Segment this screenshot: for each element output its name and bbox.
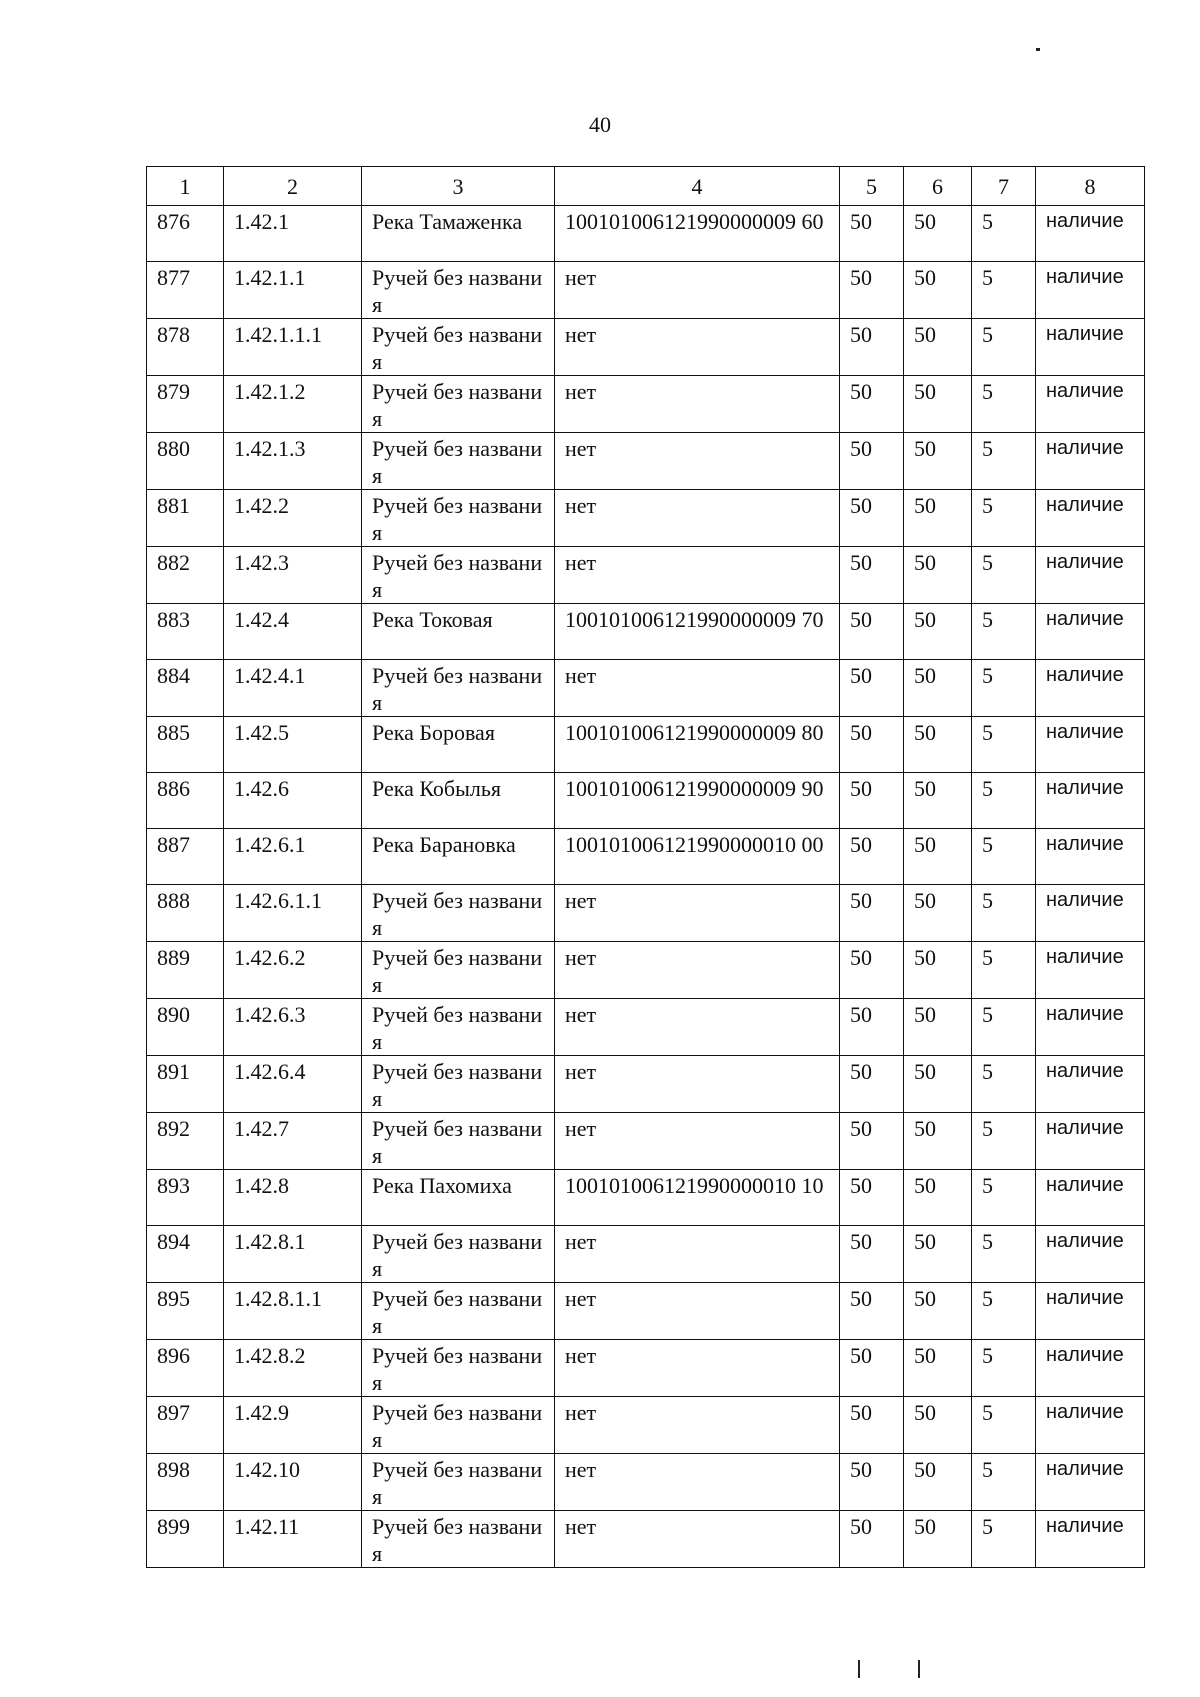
table-row (147, 773, 1145, 829)
table-cell-col-4: нет (555, 1113, 840, 1170)
table-cell-col-1: 892 (147, 1113, 224, 1170)
table-cell-col-5: 50 (840, 1454, 904, 1511)
table-cell-col-3: Ручей без названия (362, 262, 555, 319)
table-cell-col-6: 50 (904, 490, 972, 547)
table-cell-col-7: 5 (972, 1340, 1036, 1397)
table-cell-col-2: 1.42.8.1.1 (224, 1283, 362, 1340)
table-cell-col-2: 1.42.8.1 (224, 1226, 362, 1283)
table-cell-col-7: 5 (972, 376, 1036, 433)
table-cell-col-2: 1.42.6.4 (224, 1056, 362, 1113)
table-cell-col-1: 883 (147, 604, 224, 660)
table-row (147, 1283, 1145, 1340)
table-cell-col-5: 50 (840, 1113, 904, 1170)
table-cell-col-6: 50 (904, 1226, 972, 1283)
table-cell-col-5: 50 (840, 1511, 904, 1568)
data-table (146, 166, 1145, 1568)
table-cell-col-1: 888 (147, 885, 224, 942)
table-cell-col-2: 1.42.6.1.1 (224, 885, 362, 942)
table-cell-col-2: 1.42.1.1.1 (224, 319, 362, 376)
table-cell-col-1: 886 (147, 773, 224, 829)
table-body (147, 206, 1145, 1568)
table-cell-col-5: 50 (840, 999, 904, 1056)
table-cell-col-7: 5 (972, 433, 1036, 490)
table-cell-col-5: 50 (840, 717, 904, 773)
table-cell-col-7: 5 (972, 773, 1036, 829)
table-cell-col-2: 1.42.1.3 (224, 433, 362, 490)
column-header-5: 5 (840, 167, 904, 206)
table-cell-col-5: 50 (840, 1340, 904, 1397)
table-cell-col-4: 100101006121990000010 00 (555, 829, 840, 885)
table-cell-col-6: 50 (904, 376, 972, 433)
table-cell-col-3: Ручей без названия (362, 1511, 555, 1568)
table-cell-col-4: нет (555, 376, 840, 433)
table-row (147, 262, 1145, 319)
table-row (147, 829, 1145, 885)
table-cell-col-5: 50 (840, 206, 904, 262)
table-cell-col-5: 50 (840, 829, 904, 885)
table-cell-col-8: наличие (1036, 942, 1145, 999)
table-cell-col-4: нет (555, 1454, 840, 1511)
table-cell-col-5: 50 (840, 490, 904, 547)
table-cell-col-6: 50 (904, 942, 972, 999)
table-cell-col-4: 100101006121990000009 60 (555, 206, 840, 262)
table-cell-col-8: наличие (1036, 604, 1145, 660)
table-cell-col-1: 889 (147, 942, 224, 999)
column-header-3: 3 (362, 167, 555, 206)
table-cell-col-3: Река Пахомиха (362, 1170, 555, 1226)
table-cell-col-7: 5 (972, 999, 1036, 1056)
table-cell-col-6: 50 (904, 999, 972, 1056)
table-cell-col-2: 1.42.6.3 (224, 999, 362, 1056)
table-cell-col-8: наличие (1036, 490, 1145, 547)
table-cell-col-2: 1.42.1.1 (224, 262, 362, 319)
table-cell-col-2: 1.42.4.1 (224, 660, 362, 717)
table-cell-col-2: 1.42.4 (224, 604, 362, 660)
table-cell-col-3: Ручей без названия (362, 1340, 555, 1397)
table-cell-col-5: 50 (840, 604, 904, 660)
table-cell-col-1: 885 (147, 717, 224, 773)
scan-mark-top (1036, 48, 1040, 51)
table-row (147, 319, 1145, 376)
table-cell-col-5: 50 (840, 547, 904, 604)
column-header-8: 8 (1036, 167, 1145, 206)
scan-mark-bottom-left (858, 1660, 860, 1678)
table-cell-col-3: Ручей без названия (362, 999, 555, 1056)
table-cell-col-4: нет (555, 1226, 840, 1283)
table-cell-col-7: 5 (972, 547, 1036, 604)
table-cell-col-4: 100101006121990000009 70 (555, 604, 840, 660)
table-cell-col-7: 5 (972, 1454, 1036, 1511)
table-cell-col-5: 50 (840, 885, 904, 942)
table-cell-col-6: 50 (904, 1056, 972, 1113)
table-cell-col-8: наличие (1036, 262, 1145, 319)
table-cell-col-8: наличие (1036, 1056, 1145, 1113)
table-cell-col-6: 50 (904, 1454, 972, 1511)
table-cell-col-2: 1.42.3 (224, 547, 362, 604)
table-row (147, 999, 1145, 1056)
table-cell-col-8: наличие (1036, 1283, 1145, 1340)
table-cell-col-7: 5 (972, 604, 1036, 660)
table-cell-col-8: наличие (1036, 1170, 1145, 1226)
table-cell-col-3: Ручей без названия (362, 1056, 555, 1113)
table-cell-col-4: нет (555, 433, 840, 490)
table-row (147, 660, 1145, 717)
table-cell-col-6: 50 (904, 1170, 972, 1226)
table-cell-col-8: наличие (1036, 1340, 1145, 1397)
table-cell-col-4: 100101006121990000009 80 (555, 717, 840, 773)
table-cell-col-1: 879 (147, 376, 224, 433)
table-cell-col-7: 5 (972, 1226, 1036, 1283)
table-row (147, 1340, 1145, 1397)
table-cell-col-8: наличие (1036, 885, 1145, 942)
table-cell-col-3: Ручей без названия (362, 319, 555, 376)
table-cell-col-3: Ручей без названия (362, 1226, 555, 1283)
table-cell-col-6: 50 (904, 262, 972, 319)
table-cell-col-8: наличие (1036, 433, 1145, 490)
table-cell-col-1: 899 (147, 1511, 224, 1568)
table-cell-col-8: наличие (1036, 1511, 1145, 1568)
table-cell-col-5: 50 (840, 262, 904, 319)
table-row (147, 1113, 1145, 1170)
table-cell-col-8: наличие (1036, 1397, 1145, 1454)
table-cell-col-2: 1.42.1 (224, 206, 362, 262)
table-cell-col-4: нет (555, 490, 840, 547)
table-cell-col-4: 100101006121990000010 10 (555, 1170, 840, 1226)
table-cell-col-6: 50 (904, 547, 972, 604)
table-cell-col-6: 50 (904, 1511, 972, 1568)
table-cell-col-6: 50 (904, 660, 972, 717)
table-cell-col-7: 5 (972, 1113, 1036, 1170)
table-row (147, 1226, 1145, 1283)
table-cell-col-4: нет (555, 1397, 840, 1454)
table-cell-col-8: наличие (1036, 999, 1145, 1056)
table-row (147, 1454, 1145, 1511)
table-cell-col-4: нет (555, 1340, 840, 1397)
table-cell-col-1: 877 (147, 262, 224, 319)
table-cell-col-5: 50 (840, 319, 904, 376)
table-cell-col-4: нет (555, 1283, 840, 1340)
table-cell-col-2: 1.42.8.2 (224, 1340, 362, 1397)
table-cell-col-2: 1.42.5 (224, 717, 362, 773)
table-row (147, 433, 1145, 490)
table-cell-col-1: 880 (147, 433, 224, 490)
table-row (147, 604, 1145, 660)
table-row (147, 1511, 1145, 1568)
table-cell-col-2: 1.42.6.1 (224, 829, 362, 885)
table-cell-col-1: 891 (147, 1056, 224, 1113)
table-cell-col-8: наличие (1036, 773, 1145, 829)
table-cell-col-7: 5 (972, 942, 1036, 999)
table-cell-col-1: 895 (147, 1283, 224, 1340)
table-cell-col-3: Река Тамаженка (362, 206, 555, 262)
table-cell-col-1: 896 (147, 1340, 224, 1397)
table-cell-col-8: наличие (1036, 660, 1145, 717)
table-cell-col-2: 1.42.11 (224, 1511, 362, 1568)
table-row (147, 490, 1145, 547)
table-row (147, 206, 1145, 262)
table-cell-col-2: 1.42.9 (224, 1397, 362, 1454)
table-cell-col-5: 50 (840, 942, 904, 999)
table-cell-col-3: Ручей без названия (362, 885, 555, 942)
table-cell-col-4: нет (555, 660, 840, 717)
table-cell-col-4: нет (555, 942, 840, 999)
table-cell-col-7: 5 (972, 490, 1036, 547)
table-cell-col-1: 897 (147, 1397, 224, 1454)
table-cell-col-1: 882 (147, 547, 224, 604)
table-cell-col-4: нет (555, 885, 840, 942)
scan-mark-bottom-right (918, 1660, 920, 1678)
table-cell-col-5: 50 (840, 1056, 904, 1113)
table-cell-col-4: 100101006121990000009 90 (555, 773, 840, 829)
table-cell-col-7: 5 (972, 1511, 1036, 1568)
table-cell-col-3: Ручей без названия (362, 660, 555, 717)
table-cell-col-3: Ручей без названия (362, 1397, 555, 1454)
table-cell-col-5: 50 (840, 773, 904, 829)
table-cell-col-3: Ручей без названия (362, 376, 555, 433)
table-cell-col-4: нет (555, 1511, 840, 1568)
column-header-7: 7 (972, 167, 1036, 206)
table-cell-col-4: нет (555, 319, 840, 376)
table-cell-col-6: 50 (904, 206, 972, 262)
column-header-6: 6 (904, 167, 972, 206)
table-cell-col-6: 50 (904, 773, 972, 829)
table-cell-col-2: 1.42.6 (224, 773, 362, 829)
table-cell-col-6: 50 (904, 1113, 972, 1170)
table-cell-col-4: нет (555, 999, 840, 1056)
table-cell-col-1: 884 (147, 660, 224, 717)
table-cell-col-5: 50 (840, 433, 904, 490)
table-cell-col-7: 5 (972, 660, 1036, 717)
table-cell-col-4: нет (555, 262, 840, 319)
table-cell-col-3: Ручей без названия (362, 942, 555, 999)
table-header (147, 167, 1145, 206)
table-cell-col-1: 876 (147, 206, 224, 262)
table-cell-col-6: 50 (904, 829, 972, 885)
table-cell-col-7: 5 (972, 1283, 1036, 1340)
table-cell-col-8: наличие (1036, 829, 1145, 885)
table-cell-col-3: Река Боровая (362, 717, 555, 773)
column-header-4: 4 (555, 167, 840, 206)
table-cell-col-1: 894 (147, 1226, 224, 1283)
table-row (147, 376, 1145, 433)
table-row (147, 942, 1145, 999)
table-cell-col-6: 50 (904, 1340, 972, 1397)
table-cell-col-3: Ручей без названия (362, 1454, 555, 1511)
table-row (147, 885, 1145, 942)
table-row (147, 1056, 1145, 1113)
table-cell-col-2: 1.42.2 (224, 490, 362, 547)
table-cell-col-7: 5 (972, 262, 1036, 319)
table-cell-col-7: 5 (972, 717, 1036, 773)
table-cell-col-8: наличие (1036, 547, 1145, 604)
table-cell-col-6: 50 (904, 1397, 972, 1454)
table-cell-col-8: наличие (1036, 1454, 1145, 1511)
table-cell-col-8: наличие (1036, 1226, 1145, 1283)
table-row (147, 1170, 1145, 1226)
table-row (147, 717, 1145, 773)
table-cell-col-2: 1.42.6.2 (224, 942, 362, 999)
table-cell-col-7: 5 (972, 829, 1036, 885)
table-cell-col-7: 5 (972, 206, 1036, 262)
table-cell-col-2: 1.42.7 (224, 1113, 362, 1170)
table-cell-col-2: 1.42.10 (224, 1454, 362, 1511)
table-cell-col-1: 887 (147, 829, 224, 885)
table-cell-col-4: нет (555, 547, 840, 604)
table-cell-col-3: Ручей без названия (362, 547, 555, 604)
table-cell-col-5: 50 (840, 1283, 904, 1340)
table-cell-col-1: 881 (147, 490, 224, 547)
table-cell-col-1: 898 (147, 1454, 224, 1511)
table-cell-col-6: 50 (904, 433, 972, 490)
table-cell-col-7: 5 (972, 1056, 1036, 1113)
table-cell-col-3: Река Кобылья (362, 773, 555, 829)
table-cell-col-1: 893 (147, 1170, 224, 1226)
table-cell-col-5: 50 (840, 1397, 904, 1454)
table-cell-col-1: 878 (147, 319, 224, 376)
table-cell-col-3: Ручей без названия (362, 433, 555, 490)
table-cell-col-5: 50 (840, 1170, 904, 1226)
table-cell-col-5: 50 (840, 376, 904, 433)
table-row (147, 1397, 1145, 1454)
table-cell-col-7: 5 (972, 885, 1036, 942)
column-header-1: 1 (147, 167, 224, 206)
column-header-2: 2 (224, 167, 362, 206)
table-cell-col-8: наличие (1036, 206, 1145, 262)
table-cell-col-7: 5 (972, 319, 1036, 376)
table-cell-col-6: 50 (904, 717, 972, 773)
table-cell-col-6: 50 (904, 1283, 972, 1340)
table-cell-col-8: наличие (1036, 717, 1145, 773)
table-cell-col-3: Ручей без названия (362, 1113, 555, 1170)
table-cell-col-2: 1.42.1.2 (224, 376, 362, 433)
table-cell-col-3: Река Барановка (362, 829, 555, 885)
table-cell-col-7: 5 (972, 1397, 1036, 1454)
table-cell-col-2: 1.42.8 (224, 1170, 362, 1226)
table-cell-col-5: 50 (840, 1226, 904, 1283)
table-cell-col-1: 890 (147, 999, 224, 1056)
table-cell-col-5: 50 (840, 660, 904, 717)
table-cell-col-6: 50 (904, 885, 972, 942)
table-cell-col-8: наличие (1036, 319, 1145, 376)
table-cell-col-3: Река Токовая (362, 604, 555, 660)
table-cell-col-8: наличие (1036, 1113, 1145, 1170)
table-cell-col-6: 50 (904, 604, 972, 660)
page-number: 40 (589, 112, 611, 137)
table-cell-col-4: нет (555, 1056, 840, 1113)
table-row (147, 547, 1145, 604)
table-cell-col-7: 5 (972, 1170, 1036, 1226)
table-cell-col-3: Ручей без названия (362, 490, 555, 547)
table-cell-col-8: наличие (1036, 376, 1145, 433)
table-cell-col-6: 50 (904, 319, 972, 376)
header-row (147, 167, 1145, 206)
table-cell-col-3: Ручей без названия (362, 1283, 555, 1340)
